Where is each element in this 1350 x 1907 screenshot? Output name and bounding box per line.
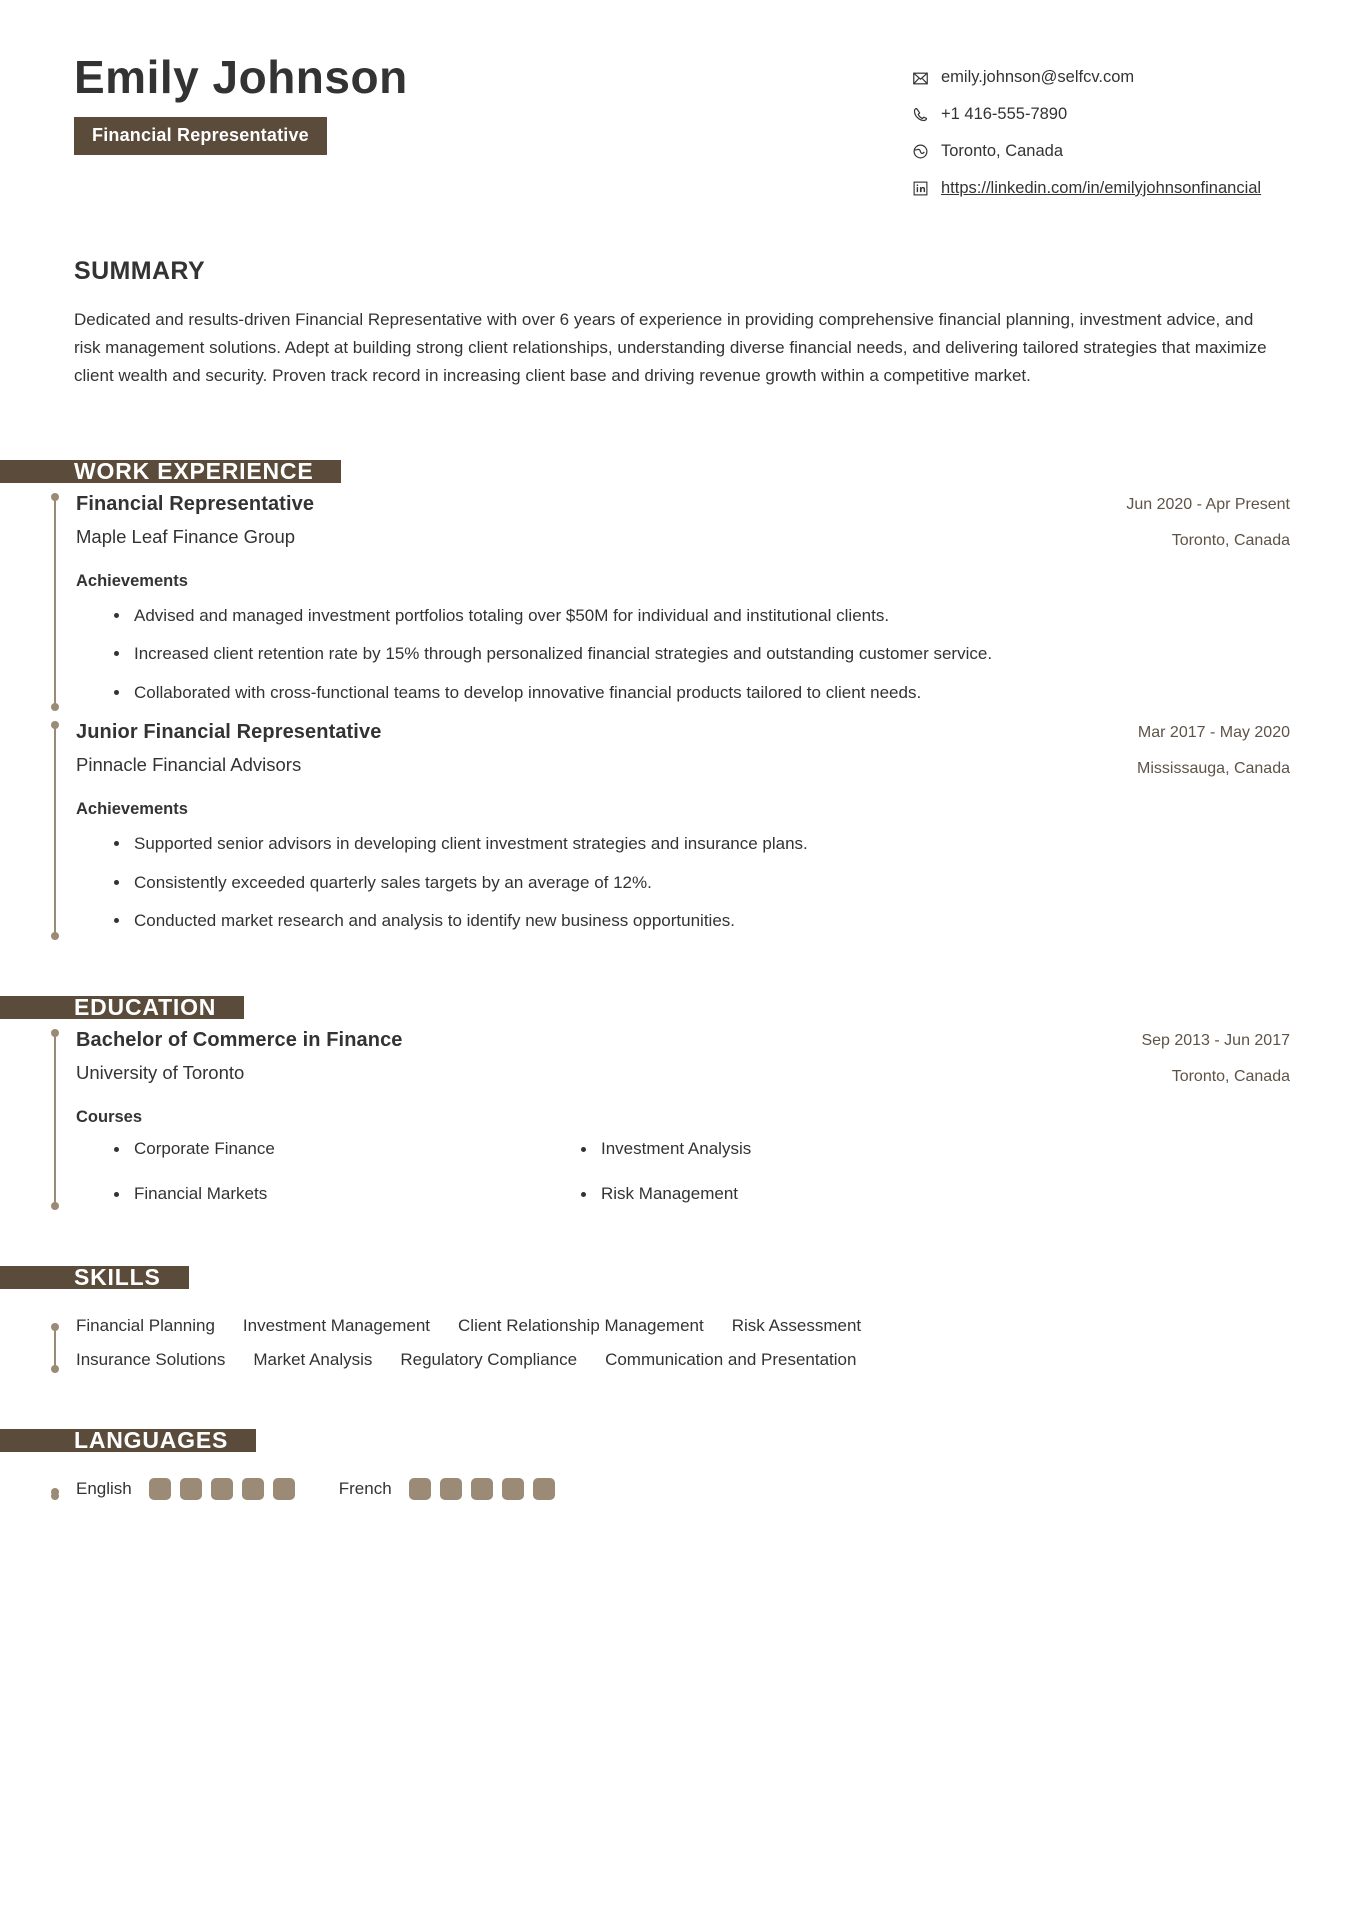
job-title-badge: Financial Representative [74, 117, 327, 155]
entry-location: Toronto, Canada [1171, 1067, 1290, 1085]
page-title: Emily Johnson [74, 51, 408, 103]
skill-item: Financial Planning [76, 1315, 215, 1335]
timeline-dot-top [51, 493, 59, 501]
timeline-dot-top [51, 1323, 59, 1331]
entry-location: Toronto, Canada [1171, 531, 1290, 549]
entry-date: Jun 2020 - Apr Present [1126, 495, 1290, 513]
entry-sub-label: Achievements [76, 571, 188, 590]
timeline-dot-top [51, 721, 59, 729]
timeline-dot-bottom [51, 703, 59, 711]
work-experience-entries [0, 483, 1350, 940]
list-item: Supported senior advisors in developing client investment strategies and insurance plans. [112, 831, 1290, 857]
contact-text: +1 416-555-7890 [941, 104, 1068, 123]
contact-row [910, 103, 1290, 127]
list-item: Conducted market research and analysis to identify new business opportunities. [112, 908, 1290, 934]
language-item [76, 1478, 295, 1500]
achievements-list [76, 603, 1290, 706]
skill-item: Insurance Solutions [76, 1349, 226, 1369]
summary-heading: SUMMARY [74, 256, 206, 285]
work-experience-entry [54, 483, 1290, 712]
timeline-dot-bottom [51, 932, 59, 940]
list-item: Increased client retention rate by 15% through personalized financial strategies and outstanding customer service. [112, 641, 1290, 667]
languages-body [0, 1478, 1350, 1500]
contact-text[interactable]: https://linkedin.com/in/emilyjohnsonfinancial [941, 178, 1262, 197]
entry-header [76, 721, 1290, 778]
skill-item: Regulatory Compliance [400, 1349, 578, 1369]
contact-row[interactable] [910, 177, 1290, 201]
contact-list [910, 50, 1290, 201]
work-experience-section [0, 457, 1350, 940]
language-level-meter [149, 1478, 295, 1500]
entry-left [76, 1029, 1141, 1084]
entry-location: Mississauga, Canada [1137, 760, 1290, 778]
linkedin-icon [910, 179, 930, 199]
list-item: Financial Markets [112, 1184, 569, 1204]
work-experience-entry [54, 711, 1290, 940]
timeline-line [54, 725, 56, 936]
language-item [339, 1478, 555, 1500]
education-entry [54, 1019, 1290, 1210]
contact-row [910, 140, 1290, 164]
language-level-square [409, 1478, 431, 1500]
entry-left [76, 721, 1137, 776]
entry-header [76, 1029, 1290, 1086]
language-level-square [440, 1478, 462, 1500]
timeline-dot-bottom [51, 1202, 59, 1210]
header-identity [74, 50, 408, 155]
entry-right [1126, 493, 1290, 550]
entry-date: Sep 2013 - Jun 2017 [1141, 1031, 1290, 1049]
entry-title: Bachelor of Commerce in Finance [76, 1028, 403, 1051]
entry-sub-label: Achievements [76, 800, 188, 819]
list-item: Consistently exceeded quarterly sales targets by an average of 12%. [112, 870, 1290, 896]
languages-section [0, 1426, 1350, 1500]
contact-row [910, 66, 1290, 90]
skill-item: Communication and Presentation [605, 1349, 857, 1369]
contact-text: Toronto, Canada [941, 141, 1064, 160]
skill-item: Risk Assessment [731, 1315, 862, 1335]
skills-row [76, 1347, 1290, 1373]
language-level-square [211, 1478, 233, 1500]
entry-sub-label: Courses [76, 1107, 143, 1126]
summary-section [0, 257, 1350, 390]
timeline-line [54, 497, 56, 708]
language-level-square [273, 1478, 295, 1500]
skills-body [0, 1313, 1350, 1373]
language-level-square [242, 1478, 264, 1500]
work-experience-heading: WORK EXPERIENCE [0, 460, 341, 483]
language-level-square [180, 1478, 202, 1500]
timeline-dot-bottom [51, 1365, 59, 1373]
list-item: Corporate Finance [112, 1139, 569, 1159]
entry-organization: University of Toronto [76, 1061, 245, 1083]
language-level-meter [409, 1478, 555, 1500]
skill-item: Investment Management [242, 1315, 431, 1335]
achievements-list [76, 831, 1290, 934]
entry-title: Junior Financial Representative [76, 721, 382, 744]
timeline-line [54, 1033, 56, 1206]
list-item: Advised and managed investment portfolios totaling over $50M for individual and institutional clients. [112, 603, 1290, 629]
education-entries [0, 1019, 1350, 1210]
languages-heading: LANGUAGES [0, 1429, 256, 1452]
skill-item: Client Relationship Management [458, 1315, 704, 1335]
courses-list [76, 1139, 1036, 1204]
resume-header [0, 0, 1350, 201]
timeline-line [54, 1327, 56, 1369]
globe-icon [910, 142, 930, 162]
summary-text: Dedicated and results-driven Financial Representative with over 6 years of experience in providing comprehensive financial planning, investment advice, and risk management solutions. Adept at building strong client relationships, understanding diverse financial needs, and delivering tailored strategies that maximize client wealth and security. Proven track record in increasing client base and driving revenue growth within a competitive market. [74, 309, 1267, 385]
language-level-square [502, 1478, 524, 1500]
entry-date: Mar 2017 - May 2020 [1137, 724, 1290, 742]
skills-section [0, 1263, 1350, 1373]
skills-row [76, 1313, 1290, 1339]
entry-left [76, 493, 1126, 548]
phone-icon [910, 105, 930, 125]
entry-title: Financial Representative [76, 492, 315, 515]
timeline-dot-bottom [51, 1492, 59, 1500]
list-item: Risk Management [579, 1184, 1036, 1204]
language-level-square [533, 1478, 555, 1500]
language-level-square [149, 1478, 171, 1500]
education-heading: EDUCATION [0, 996, 244, 1019]
skills-heading: SKILLS [0, 1266, 189, 1289]
entry-organization: Pinnacle Financial Advisors [76, 754, 302, 776]
language-name: French [338, 1478, 392, 1498]
education-section [0, 993, 1350, 1210]
entry-right [1137, 721, 1290, 778]
language-level-square [471, 1478, 493, 1500]
language-name: English [76, 1478, 132, 1498]
entry-header [76, 493, 1290, 550]
list-item: Investment Analysis [579, 1139, 1036, 1159]
skill-item: Market Analysis [253, 1349, 373, 1369]
list-item: Collaborated with cross-functional teams to develop innovative financial products tailored to client needs. [112, 680, 1290, 706]
contact-text: emily.johnson@selfcv.com [941, 68, 1135, 86]
envelope-icon [910, 68, 930, 88]
entry-organization: Maple Leaf Finance Group [76, 525, 296, 547]
timeline-dot-top [51, 1029, 59, 1037]
entry-right [1141, 1029, 1290, 1086]
